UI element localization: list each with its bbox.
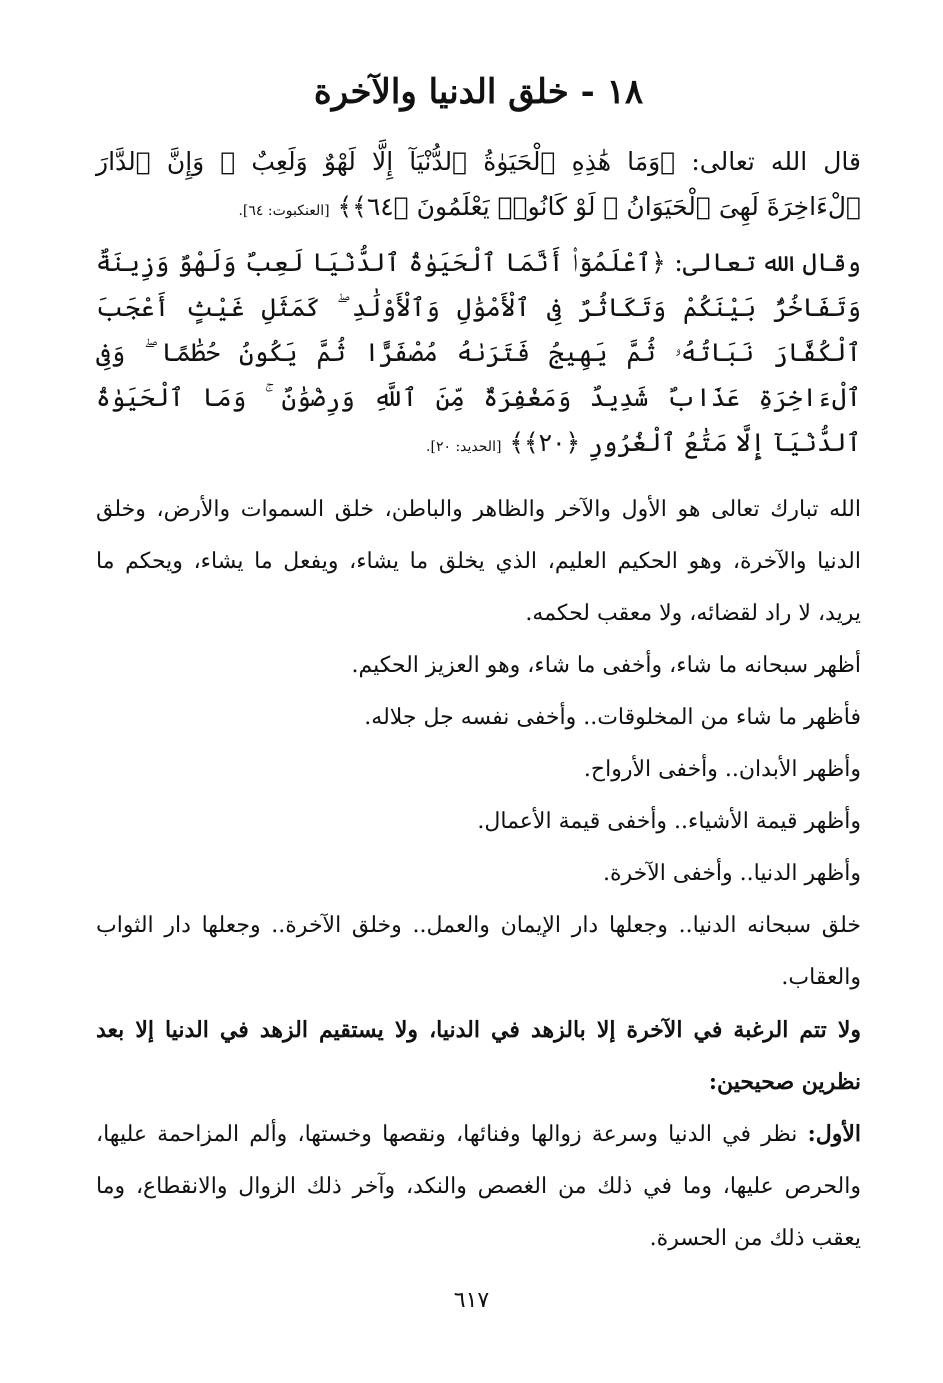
first-view-label: الأول: — [807, 1120, 861, 1147]
page-title: ١٨ - خلق الدنيا والآخرة — [313, 72, 644, 112]
page-number: ٦١٧ — [453, 1288, 490, 1313]
verse-intro: قال الله تعالى: — [691, 146, 862, 176]
paragraph: خلق سبحانه الدنيا.. وجعلها دار الإيمان والعمل.. وخلق الآخرة.. وجعلها دار الثواب والعقاب. — [96, 912, 861, 990]
paragraph: وأظهر الأبدان.. وأخفى الأرواح. — [583, 756, 861, 782]
verse-intro: وقال الله تعالى: — [674, 247, 861, 277]
first-view-paragraph — [96, 1108, 861, 1265]
spacer — [96, 476, 861, 484]
verse-reference: [العنكبوت: ٦٤]. — [238, 202, 330, 219]
paragraph: الله تبارك تعالى هو الأول والآخر والظاهر والباطن، خلق السموات والأرض، وخلق الدنيا والآخرة، وهو الحكيم العليم، الذي يخلق ما يشاء، ويفعل ما يشاء، ويحكم ما يريد، لا راد لقضائه، ولا معقب لحكمه. — [96, 496, 861, 626]
bold-paragraph: ولا تتم الرغبة في الآخرة إلا بالزهد في الدنيا، ولا يستقيم الزهد في الدنيا إلا بعد نظرين صحيحين: — [96, 1016, 861, 1095]
quran-verse: ﴿ٱعْلَمُوٓا۟ أَنَّمَا ٱلْحَيَوٰةُ ٱلدُّنْيَا لَعِبٌ وَلَهْوٌ وَزِينَةٌ وَتَفَاخُرٌۢ بَيْنَكُمْ وَتَكَاثُرٌ فِى ٱلْأَمْوَٰلِ وَٱلْأَوْلَٰدِ ۖ كَمَثَلِ غَيْثٍ أَعْجَبَ ٱلْكُفَّارَ نَبَاتُهُۥ ثُمَّ يَهِيجُ فَتَرَىٰهُ مُصْفَرًّا ثُمَّ يَكُونُ حُطَٰمًا ۖ وَفِى ٱلْءَاخِرَةِ عَذَابٌ شَدِيدٌ وَمَغْفِرَةٌ مِّنَ ٱللَّهِ وَرِضْوَٰنٌ ۚ وَمَا ٱلْحَيَوٰةُ ٱلدُّنْيَآ إِلَّا مَتَٰعُ ٱلْغُرُورِ ﴿٢٠﴾﴾ — [96, 247, 861, 457]
paragraph: أظهر سبحانه ما شاء، وأخفى ما شاء، وهو العزيز الحكيم. — [351, 652, 861, 678]
verse-reference: [الحديد: ٢٠]. — [426, 438, 502, 455]
first-view-text: نظر في الدنيا وسرعة زوالها وفنائها، ونقصها وخستها، وألم المزاحمة عليها، والحرص عليها، وما في ذلك من الغصص والنكد، وآخر ذلك الزوال والانقطاع، وما يعقب ذلك من الحسرة. — [96, 1121, 861, 1251]
quran-verse: ﴿وَمَا هَٰذِهِ ٱلْحَيَوٰةُ ٱلدُّنْيَآ إِلَّا لَهْوٌ وَلَعِبٌ ۚ وَإِنَّ ٱلدَّارَ ٱلْءَاخِرَةَ لَهِىَ ٱلْحَيَوَانُ ۚ لَوْ كَانُوا۟ يَعْلَمُونَ ﴿٦٤﴾﴾ — [96, 146, 861, 221]
paragraph: فأظهر ما شاء من المخلوقات.. وأخفى نفسه جل جلاله. — [364, 704, 861, 730]
paragraph: وأظهر الدنيا.. وأخفى الآخرة. — [602, 860, 861, 886]
verse-hadid — [96, 240, 861, 470]
verse-ankabut — [96, 139, 861, 234]
paragraph: وأظهر قيمة الأشياء.. وأخفى قيمة الأعمال. — [477, 808, 861, 834]
